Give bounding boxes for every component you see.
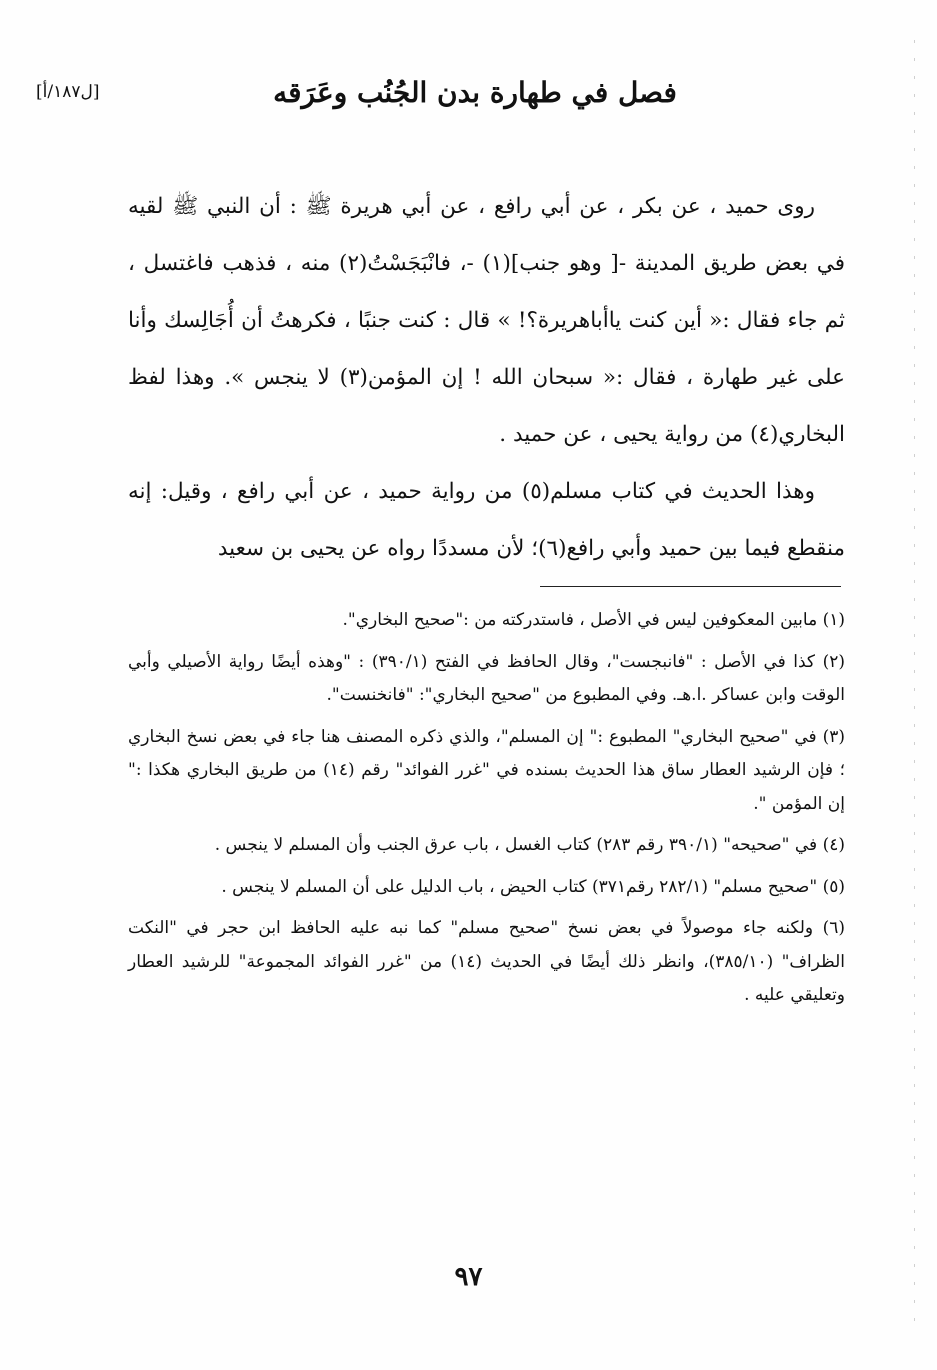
footnote-3: (٣) في "صحيح البخاري" المطبوع :" إن المسلم"، والذي ذكره المصنف هنا جاء في بعض نسخ البخاري ؛ فإن الرشيد العطار ساق هذا الحديث بسنده في "غرر الفوائد" رقم (١٤) من طريق البخاري هكذا :" إن المؤمن ". — [128, 726, 845, 814]
page-number: ٩٧ — [454, 1262, 483, 1292]
footnote-5: (٥) "صحيح مسلم" (٢٨٢/١ رقم٣٧١) كتاب الحيض ، باب الدليل على أن المسلم لا ينجس . — [221, 876, 845, 897]
page-edge-mark — [914, 40, 915, 1330]
footnote-1: (١) مابين المعكوفين ليس في الأصل ، فاستدركته من :"صحيح البخاري". — [342, 610, 845, 630]
body-paragraph: وهذا الحديث في كتاب مسلم(٥) من رواية حميد ، عن أبي رافع ، وقيل: إنه منقطع فيما بين حميد وأبي رافع(٦)؛ لأن مسددًا رواه عن يحيى بن سعيد — [128, 479, 845, 561]
footnote-2: (٢) كذا في الأصل : "فانبجست"، وقال الحافظ في الفتح (٣٩٠/١) : "وهذه أيضًا رواية الأصيلي وأبي الوقت وابن عساكر .ا.هـ. وفي المطبوع من "صحيح البخاري": "فانخنست". — [128, 651, 845, 705]
footnote-separator — [540, 586, 841, 587]
manuscript-folio-reference: [ل١٨٧/أ] — [36, 82, 100, 102]
footnote-6: (٦) ولكنه جاء موصولاً في بعض نسخ "صحيح مسلم" كما نبه عليه الحافظ ابن حجر في "النكت الظراف" (٣٨٥/١٠)، وانظر ذلك أيضًا في الحديث (١٤) من "غرر الفوائد المجموعة" للرشيد العطار وتعليقي عليه . — [128, 918, 845, 1005]
footnotes — [128, 604, 845, 1021]
footnote-4: (٤) في "صحيحه" (٣٩٠/١ رقم ٢٨٣) كتاب الغسل ، باب عرق الجنب وأن المسلم لا ينجس . — [214, 835, 845, 855]
chapter-title: فصل في طهارة بدن الجُنُب وعَرَقه — [273, 76, 677, 109]
body-paragraph: روى حميد ، عن بكر ، عن أبي رافع ، عن أبي هريرة ﷺ : أن النبي ﷺ لقيه في بعض طريق المدينة -[ وهو جنب](١) -، فانْبَجَسْتُ(٢) منه ، فذهب فاغتسل ، ثم جاء فقال :« أين كنت ياأباهريرة؟! » قال : كنت جنبًا ، فكرهتُ أن أُجَالِسك وأنا على غير طهارة ، فقال :« سبحان الله ! إن المؤمن(٣) لا ينجس ». وهذا لفظ البخاري(٤) من رواية يحيى ، عن حميد . — [128, 194, 845, 447]
main-text — [128, 178, 845, 577]
